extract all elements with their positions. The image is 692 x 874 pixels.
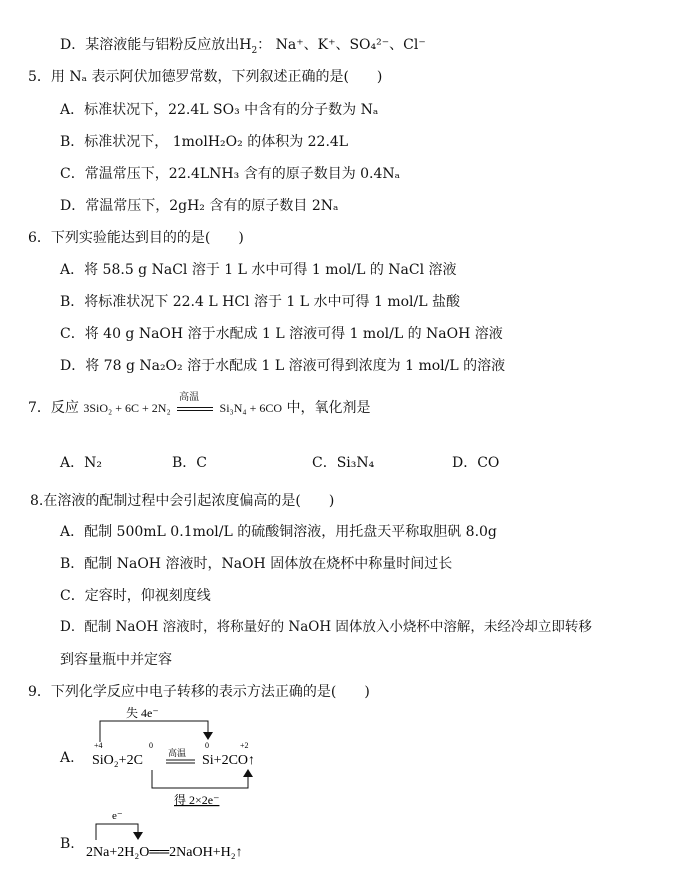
q6-option-d: D．将 78 g Na₂O₂ 溶于水配成 1 L 溶液可得到浓度为 1 mol/L 的溶液 bbox=[60, 358, 506, 374]
q9-a-top-note: 失 4e⁻ bbox=[126, 706, 159, 720]
q9-a-bottom-bracket bbox=[152, 770, 248, 788]
q7-option-d: D．CO bbox=[452, 455, 500, 471]
q7-option-b: B．C bbox=[172, 455, 207, 471]
q5-option-a: A．标准状况下，22.4L SO₃ 中含有的分子数为 Nₐ bbox=[60, 102, 379, 118]
q4-option-d-subscript: 2 bbox=[251, 45, 258, 56]
q8-option-d-continued: 到容量瓶中并定容 bbox=[60, 652, 172, 668]
q4-option-d-prefix: D．某溶液能与铝粉反应放出H bbox=[60, 37, 252, 53]
q8-option-c: C．定容时，仰视刻度线 bbox=[60, 588, 211, 604]
q9-b-bracket bbox=[96, 824, 138, 840]
q9-a-top-arrowhead bbox=[203, 732, 213, 740]
q8-option-a: A．配制 500mL 0.1mol/L 的硫酸铜溶液，用托盘天平称取胆矾 8.0g bbox=[60, 524, 497, 540]
q9-b-arrowhead bbox=[133, 832, 143, 840]
q9-a-eq-right: Si+2CO↑ bbox=[202, 753, 256, 768]
q9-a-ox-c2: +2 bbox=[240, 741, 249, 750]
q9-b-note: e⁻ bbox=[112, 810, 123, 822]
q9-a-ox-si: +4 bbox=[94, 741, 103, 750]
q8-option-b: B．配制 NaOH 溶液时，NaOH 固体放在烧杯中称量时间过长 bbox=[60, 556, 453, 572]
q9-a-condition: 高温 bbox=[168, 748, 187, 758]
q5-stem: 5．用 Nₐ 表示阿伏加德罗常数，下列叙述正确的是( ) bbox=[28, 69, 383, 85]
q9-option-b-label: B. bbox=[60, 836, 75, 852]
q9-stem: 9．下列化学反应中电子转移的表示方法正确的是( ) bbox=[28, 684, 370, 700]
q6-stem: 6．下列实验能达到目的的是( ) bbox=[28, 230, 244, 246]
q9-a-top-bracket bbox=[100, 721, 208, 742]
q7-stem-suffix: 中，氧化剂是 bbox=[286, 400, 371, 416]
q7-reaction-arrow bbox=[175, 392, 215, 418]
q9-option-a-label: A. bbox=[60, 750, 75, 766]
q8-option-d: D．配制 NaOH 溶液时，将称量好的 NaOH 固体放入小烧杯中溶解，未经冷却立即转移 bbox=[60, 619, 592, 635]
q6-option-b: B．将标准状况下 22.4 L HCl 溶于 1 L 水中可得 1 mol/L 盐酸 bbox=[60, 294, 460, 310]
q7-option-c: C．Si₃N₄ bbox=[312, 455, 375, 471]
q5-option-d: D．常温常压下，2gH₂ 含有的原子数目 2Nₐ bbox=[60, 198, 339, 214]
q7-option-a: A．N₂ bbox=[60, 455, 102, 471]
q9-option-b-diagram bbox=[80, 808, 320, 868]
q8-stem: 8.在溶液的配制过程中会引起浓度偏高的是( ) bbox=[30, 493, 335, 509]
q5-option-c: C．常温常压下，22.4LNH₃ 含有的原子数目为 0.4Nₐ bbox=[60, 166, 401, 182]
q9-a-ox-si2: 0 bbox=[205, 741, 209, 750]
q5-option-b: B．标准状况下， 1molH₂O₂ 的体积为 22.4L bbox=[60, 134, 349, 150]
q9-a-ox-c: 0 bbox=[149, 741, 153, 750]
q6-option-c: C．将 40 g NaOH 溶于水配成 1 L 溶液可得 1 mol/L 的 NaOH 溶液 bbox=[60, 326, 503, 342]
q9-a-eq-left: SiO₂+2C bbox=[92, 753, 143, 768]
q7-options bbox=[60, 453, 580, 473]
q7-stem bbox=[28, 392, 371, 418]
q9-b-equation: 2Na+2H₂O══2NaOH+H₂↑ bbox=[86, 845, 243, 860]
q7-equation-left: 3SiO₂ + 6C + 2N₂ bbox=[83, 401, 171, 415]
q4-option-d bbox=[60, 35, 426, 55]
q9-a-bottom-note: 得 2×2e⁻ bbox=[174, 793, 220, 807]
q7-equation-right: Si₃N₄ + 6CO bbox=[219, 401, 283, 415]
q6-option-a: A．将 58.5 g NaCl 溶于 1 L 水中可得 1 mol/L 的 NaCl 溶液 bbox=[60, 262, 457, 278]
q7-condition: 高温 bbox=[179, 392, 200, 403]
q9-option-a-diagram bbox=[80, 704, 300, 808]
q7-stem-prefix: 7．反应 bbox=[28, 400, 79, 416]
q4-option-d-suffix: ： Na⁺、K⁺、SO₄²⁻、Cl⁻ bbox=[257, 37, 426, 53]
q9-a-bottom-arrowhead bbox=[243, 769, 253, 777]
